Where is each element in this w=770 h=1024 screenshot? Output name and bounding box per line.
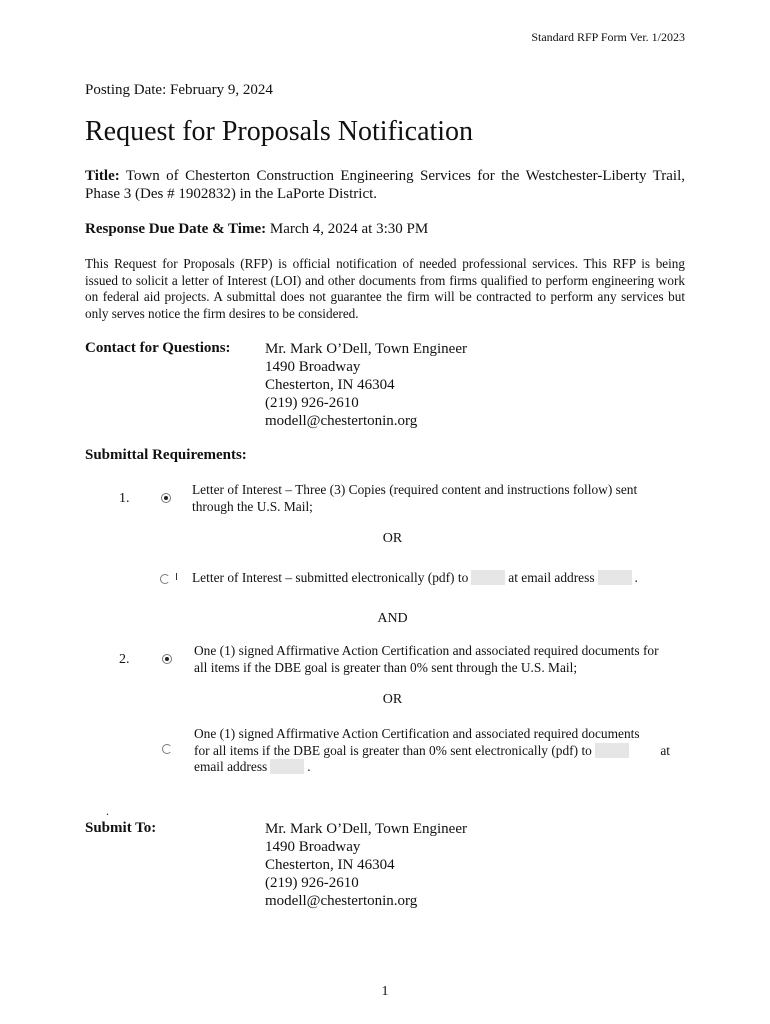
- contact-email: modell@chestertonin.org: [265, 413, 418, 429]
- submit-to-email: modell@chestertonin.org: [265, 893, 418, 909]
- item-2-email-line-1: One (1) signed Affirmative Action Certification and associated required documents: [194, 726, 640, 741]
- submit-to-city: Chesterton, IN 46304: [265, 857, 395, 873]
- submit-to-street: 1490 Broadway: [265, 839, 361, 855]
- pdf-recipient-field-1[interactable]: [471, 570, 505, 585]
- email-address-field-1[interactable]: [598, 570, 632, 585]
- submit-to-label: Submit To:: [85, 820, 157, 836]
- item-1-email-text: Letter of Interest – submitted electronically (pdf) to: [192, 570, 469, 585]
- submit-to-phone: (219) 926-2610: [265, 875, 359, 891]
- response-due-value: March 4, 2024 at 3:30 PM: [269, 221, 429, 237]
- page-number: 1: [381, 984, 389, 999]
- radio-tick-mark: [176, 573, 177, 580]
- response-due-label: Response Due Date & Time:: [85, 221, 267, 237]
- contact-street: 1490 Broadway: [265, 359, 361, 375]
- contact-name: Mr. Mark O’Dell, Town Engineer: [265, 341, 467, 357]
- item-2-email-text: [194, 726, 670, 776]
- form-version-header: Standard RFP Form Ver. 1/2023: [531, 30, 685, 44]
- item-2-email-line-2: [194, 743, 670, 760]
- item-1-mail-radio[interactable]: [161, 493, 171, 503]
- intro-paragraph: This Request for Proposals (RFP) is official notification of needed professional services. This RFP is being issued to solicit a letter of Interest (LOI) and other documents from firms qualified to perform engineering work on federal aid projects. A submittal does not guarantee the firm will be contracted to perform any services but only serves notice the firm desires to be considered.: [85, 256, 685, 321]
- response-due: [85, 221, 428, 238]
- submittal-requirements-label: Submittal Requirements:: [85, 447, 247, 463]
- item-1-number: 1.: [119, 491, 130, 506]
- item-1-email-radio[interactable]: [160, 574, 170, 584]
- or-separator-1: OR: [382, 531, 403, 546]
- item-2-email-line-3-text: email address: [194, 759, 268, 774]
- item-2-number: 2.: [119, 652, 130, 667]
- document-title: Request for Proposals Notification: [85, 116, 474, 147]
- project-title-text: Town of Chesterton Construction Engineering Services for the Westchester-Liberty Trail, Phase 3 (Des # 1902832) in the LaPorte District.: [85, 168, 685, 202]
- item-1-mail-text: Letter of Interest – Three (3) Copies (required content and instructions follow) sent through the U.S. Mail;: [192, 482, 638, 514]
- item-2-mail-radio[interactable]: [162, 654, 172, 664]
- project-title: [85, 167, 685, 203]
- email-address-field-2[interactable]: [270, 759, 304, 774]
- submit-to-address: [265, 820, 467, 910]
- item-1-email-end: .: [634, 570, 638, 585]
- submit-to-name: Mr. Mark O’Dell, Town Engineer: [265, 821, 467, 837]
- item-2-mail-text: One (1) signed Affirmative Action Certification and associated required documents for all items if the DBE goal is greater than 0% sent through the U.S. Mail;: [194, 643, 659, 675]
- stray-mark: .: [106, 804, 109, 818]
- item-2-email-line-3-end: .: [307, 759, 311, 774]
- item-1-email-mid: at email address: [508, 570, 595, 585]
- item-2-email-radio[interactable]: [162, 744, 172, 754]
- contact-address: [265, 340, 467, 430]
- project-title-label: Title:: [85, 168, 120, 184]
- and-separator: AND: [377, 611, 408, 626]
- pdf-recipient-field-2[interactable]: [595, 743, 629, 758]
- item-1-email-line: [192, 570, 638, 587]
- or-separator-2: OR: [382, 692, 403, 707]
- posting-date: Posting Date: February 9, 2024: [85, 82, 273, 98]
- contact-phone: (219) 926-2610: [265, 395, 359, 411]
- contact-label: Contact for Questions:: [85, 340, 231, 356]
- item-2-email-line-3: [194, 759, 670, 776]
- item-2-email-line-2-text: for all items if the DBE goal is greater than 0% sent electronically (pdf) to: [194, 742, 592, 758]
- item-2-email-line-2-at: at: [660, 742, 670, 758]
- contact-city: Chesterton, IN 46304: [265, 377, 395, 393]
